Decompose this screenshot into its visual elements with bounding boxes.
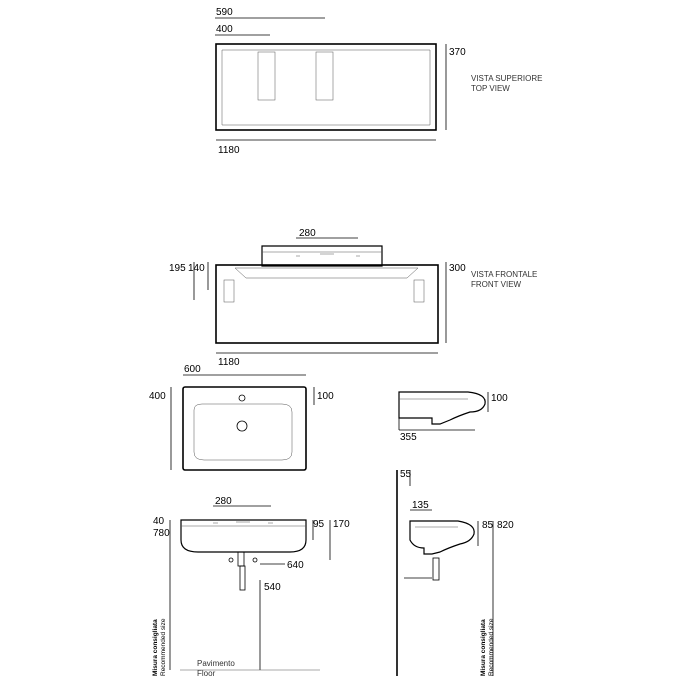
- install-front-recommended-it: Misura consigliata: [152, 619, 159, 676]
- install-side-dim-55: 55: [400, 469, 412, 480]
- install-side-dim-135: 135: [412, 500, 429, 511]
- front-view: [169, 228, 537, 368]
- install-side-dim-820: 820: [497, 520, 514, 531]
- bracket-left: [224, 280, 234, 302]
- install-side-siphon: [433, 558, 439, 580]
- basin-bowl: [194, 404, 292, 460]
- install-side-recommended-it: Misura consigliata: [480, 619, 487, 676]
- install-front-dim-95: 95: [313, 519, 325, 530]
- front-dim-195: 195: [169, 263, 186, 274]
- basin-side: [399, 392, 508, 443]
- top-view-label-en: TOP VIEW: [471, 84, 510, 93]
- top-view-label-it: VISTA SUPERIORE: [471, 74, 543, 83]
- install-front-recommended-en: Recommended size: [160, 618, 167, 676]
- top-dim-590: 590: [216, 7, 233, 18]
- install-front-dim-640: 640: [287, 560, 304, 571]
- install-front: [152, 496, 350, 678]
- floor-label-it: Pavimento: [197, 659, 235, 668]
- plan-dim-400: 400: [149, 391, 166, 402]
- valve-right: [253, 558, 257, 562]
- front-dim-280: 280: [299, 228, 316, 239]
- top-view: [215, 7, 542, 156]
- plan-dim-600: 600: [184, 364, 201, 375]
- install-side-basin: [410, 521, 474, 554]
- bracket-right: [414, 280, 424, 302]
- valve-left: [229, 558, 233, 562]
- plan-dim-100: 100: [317, 391, 334, 402]
- top-dim-1180: 1180: [218, 145, 240, 156]
- siphon-lower: [240, 566, 245, 590]
- install-front-dim-40: 40: [153, 516, 165, 527]
- faucet-slot-right: [316, 52, 333, 100]
- top-dim-370: 370: [449, 47, 466, 58]
- install-basin-outline: [181, 520, 306, 552]
- top-view-outline: [216, 44, 436, 130]
- side-dim-355: 355: [400, 432, 417, 443]
- install-side: [397, 469, 514, 676]
- vanity-front-outline: [216, 265, 438, 343]
- front-dim-1180: 1180: [218, 357, 240, 368]
- install-front-dim-280: 280: [215, 496, 232, 507]
- front-view-label-it: VISTA FRONTALE: [471, 270, 538, 279]
- front-view-label-en: FRONT VIEW: [471, 280, 522, 289]
- siphon-upper: [238, 552, 244, 566]
- faucet-slot-left: [258, 52, 275, 100]
- top-dim-400: 400: [216, 24, 233, 35]
- basin-plan: [149, 364, 334, 470]
- front-dim-140: 140: [188, 263, 205, 274]
- install-front-dim-540: 540: [264, 582, 281, 593]
- install-side-recommended-en: Recommended size: [488, 618, 495, 676]
- drain-hole: [237, 421, 247, 431]
- install-side-dim-85: 85: [482, 520, 494, 531]
- install-front-dim-170: 170: [333, 519, 350, 530]
- front-dim-300: 300: [449, 263, 466, 274]
- basin-side-outline: [399, 392, 485, 424]
- install-front-dim-780: 780: [153, 528, 170, 539]
- basin-front-outline: [262, 246, 382, 266]
- tap-hole: [239, 395, 245, 401]
- side-dim-100: 100: [491, 393, 508, 404]
- floor-label-en: Floor: [197, 669, 216, 678]
